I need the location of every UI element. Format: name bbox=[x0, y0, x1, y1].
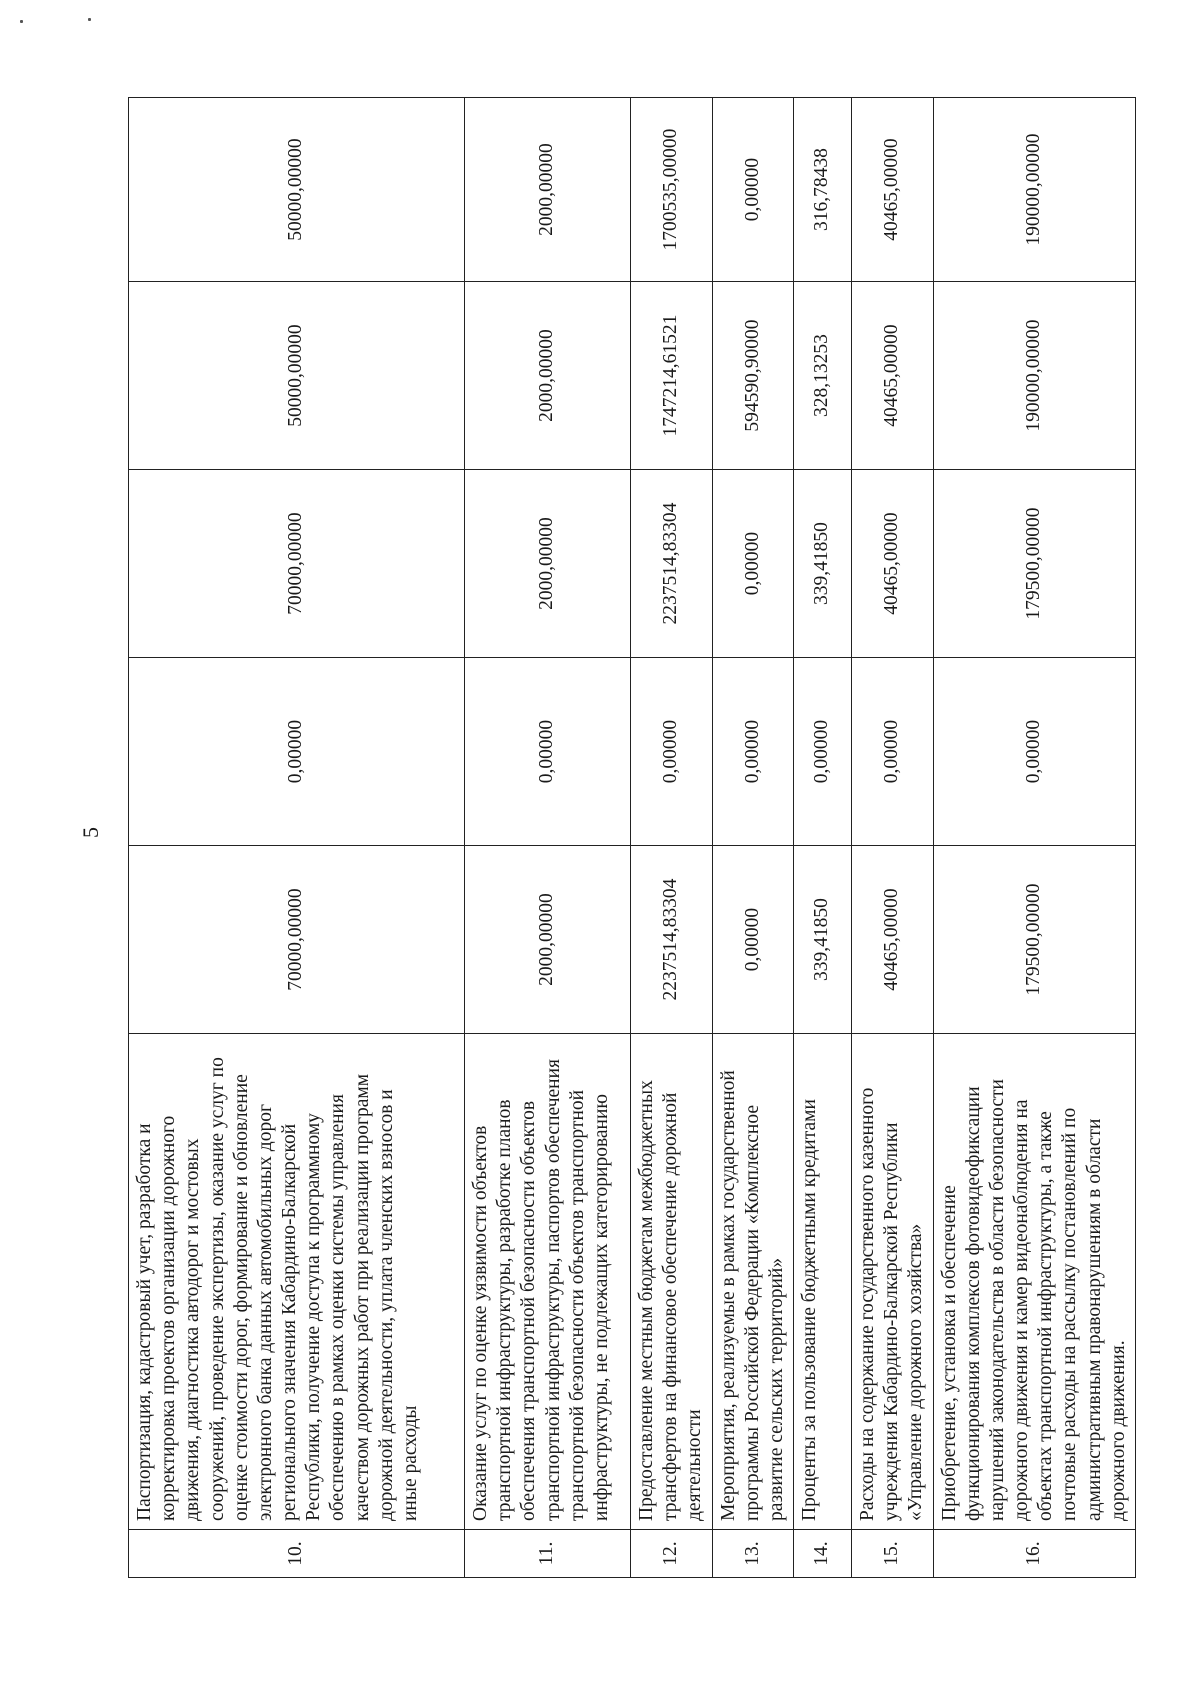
value-cell: 2237514,83304 bbox=[631, 846, 713, 1034]
table-row bbox=[794, 98, 852, 1578]
value-cell: 339,41850 bbox=[794, 470, 852, 658]
value-cell: 190000,00000 bbox=[933, 98, 1135, 282]
value-cell: 0,00000 bbox=[631, 658, 713, 846]
row-number: 11. bbox=[465, 1530, 631, 1578]
value-cell: 40465,00000 bbox=[852, 470, 934, 658]
value-cell: 2000,00000 bbox=[465, 98, 631, 282]
value-cell: 316,78438 bbox=[794, 98, 852, 282]
table-row bbox=[933, 98, 1135, 1578]
value-cell: 2000,00000 bbox=[465, 470, 631, 658]
value-cell: 40465,00000 bbox=[852, 282, 934, 470]
row-number: 15. bbox=[852, 1530, 934, 1578]
value-cell: 594590,90000 bbox=[712, 282, 794, 470]
row-number: 16. bbox=[933, 1530, 1135, 1578]
table-row bbox=[465, 98, 631, 1578]
value-cell: 339,41850 bbox=[794, 846, 852, 1034]
value-cell: 0,00000 bbox=[712, 98, 794, 282]
page-number: 5 bbox=[78, 827, 103, 838]
value-cell: 0,00000 bbox=[852, 658, 934, 846]
value-cell: 0,00000 bbox=[129, 658, 465, 846]
value-cell: 0,00000 bbox=[794, 658, 852, 846]
value-cell: 40465,00000 bbox=[852, 846, 934, 1034]
table-row bbox=[631, 98, 713, 1578]
row-description: Расходы на содержание государственного казенного учреждения Кабардино-Балкарской Республики «Управление дорожного хозяйства» bbox=[852, 1034, 934, 1530]
value-cell: 2237514,83304 bbox=[631, 470, 713, 658]
row-description: Проценты за пользование бюджетными кредитами bbox=[794, 1034, 852, 1530]
row-description: Паспортизация, кадастровый учет, разработка и корректировка проектов организации дорожного движения, диагностика автодорог и мостовых сооружений, проведение экспертизы, оказание услуг по оценке стоимости дорог, формирование и обновление электронного банка данных автомобильных дорог регионального значения Кабардино-Балкарской Республики, получение доступа к программному обеспечению в рамках оценки системы управления качеством дорожных работ при реализации программ дорожной деятельности, уплата членских взносов и иные расходы bbox=[129, 1034, 465, 1530]
value-cell: 179500,00000 bbox=[933, 470, 1135, 658]
value-cell: 40465,00000 bbox=[852, 98, 934, 282]
value-cell: 190000,00000 bbox=[933, 282, 1135, 470]
table-row bbox=[852, 98, 934, 1578]
budget-table bbox=[128, 97, 1136, 1578]
value-cell: 70000,00000 bbox=[129, 846, 465, 1034]
row-number: 13. bbox=[712, 1530, 794, 1578]
value-cell: 2000,00000 bbox=[465, 282, 631, 470]
value-cell: 1747214,61521 bbox=[631, 282, 713, 470]
scan-speck bbox=[20, 20, 23, 23]
row-description: Предоставление местным бюджетам межбюджетных трансфертов на финансовое обеспечение дорожной деятельности bbox=[631, 1034, 713, 1530]
scan-speck bbox=[88, 18, 91, 21]
value-cell: 0,00000 bbox=[712, 846, 794, 1034]
row-number: 14. bbox=[794, 1530, 852, 1578]
value-cell: 70000,00000 bbox=[129, 470, 465, 658]
value-cell: 0,00000 bbox=[712, 658, 794, 846]
row-description: Мероприятия, реализуемые в рамках государственной программы Российской Федерации «Комплексное развитие сельских территорий» bbox=[712, 1034, 794, 1530]
value-cell: 0,00000 bbox=[712, 470, 794, 658]
table-row bbox=[129, 98, 465, 1578]
value-cell: 1700535,00000 bbox=[631, 98, 713, 282]
row-number: 12. bbox=[631, 1530, 713, 1578]
value-cell: 0,00000 bbox=[465, 658, 631, 846]
value-cell: 2000,00000 bbox=[465, 846, 631, 1034]
row-description: Приобретение, установка и обеспечение функционирования комплексов фотовидеофиксации нарушений законодательства в области безопасности дорожного движения и камер видеонаблюдения на объектах транспортной инфраструктуры, а также почтовые расходы на рассылку постановлений по административным правонарушениям в области дорожного движения. bbox=[933, 1034, 1135, 1530]
value-cell: 50000,00000 bbox=[129, 98, 465, 282]
row-number: 10. bbox=[129, 1530, 465, 1578]
table-row bbox=[712, 98, 794, 1578]
row-description: Оказание услуг по оценке уязвимости объектов транспортной инфраструктуры, разработке планов обеспечения транспортной безопасности объектов транспортной инфраструктуры, паспортов обеспечения транспортной безопасности объектов транспортной инфраструктуры, не подлежащих категорированию bbox=[465, 1034, 631, 1530]
value-cell: 328,13253 bbox=[794, 282, 852, 470]
value-cell: 50000,00000 bbox=[129, 282, 465, 470]
value-cell: 0,00000 bbox=[933, 658, 1135, 846]
budget-table-container bbox=[128, 98, 1129, 1578]
value-cell: 179500,00000 bbox=[933, 846, 1135, 1034]
